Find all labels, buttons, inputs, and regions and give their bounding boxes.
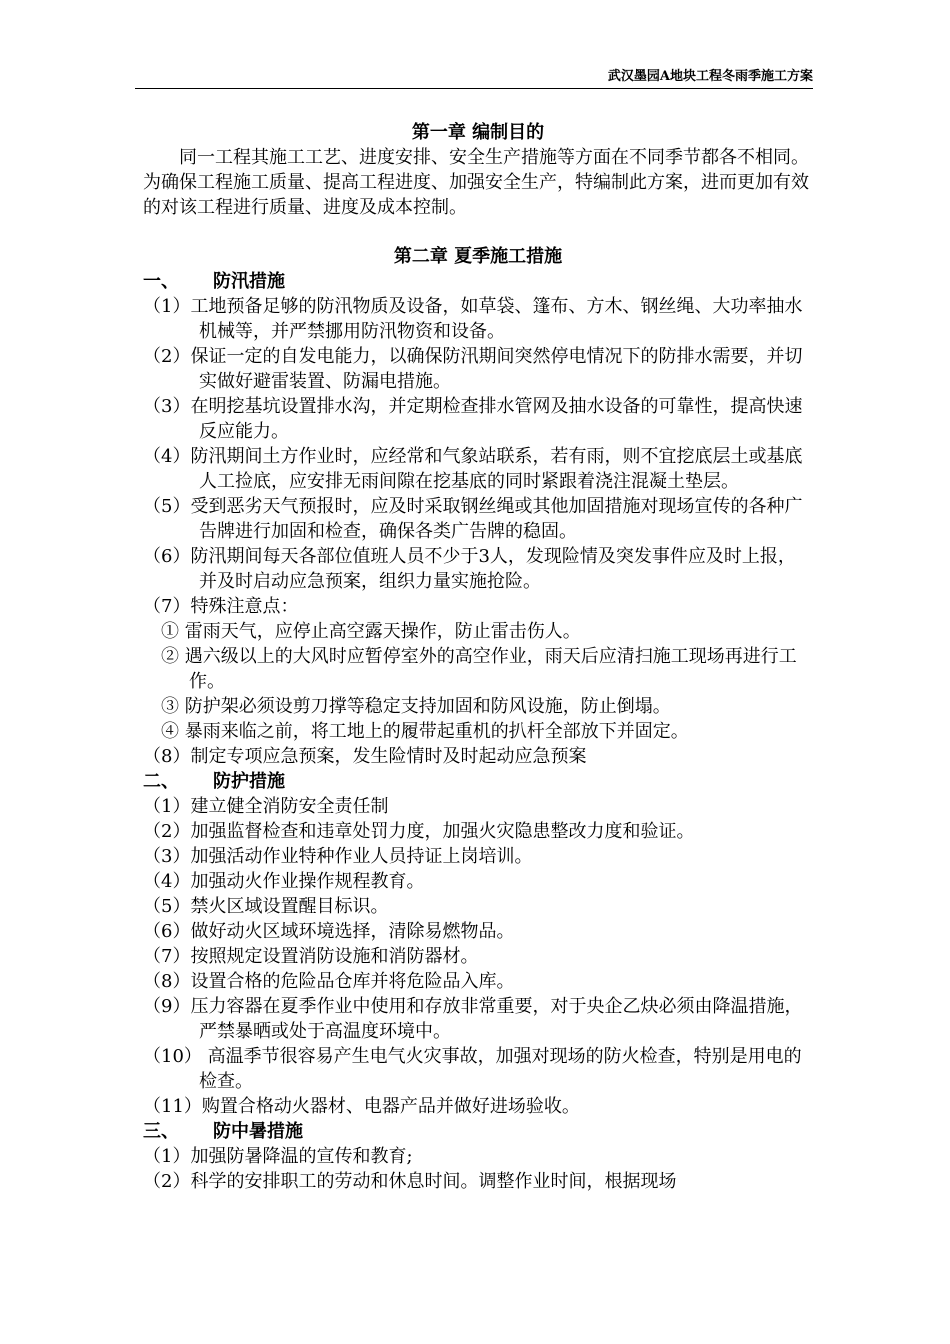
sub-list-item: ④ 暴雨来临之前，将工地上的履带起重机的扒杆全部放下并固定。 xyxy=(161,721,689,742)
chapter-2-title: 第二章 夏季施工措施 xyxy=(393,246,563,267)
list-item: （7）特殊注意点： xyxy=(143,596,299,617)
list-item: （8）制定专项应急预案，发生险情时及时起动应急预案 xyxy=(143,746,587,767)
list-item: （10） 高温季节很容易产生电气火灾事故，加强对现场的防火检查，特别是用电的检查。 xyxy=(143,1046,802,1092)
spacer xyxy=(143,220,813,244)
list-item: （6）防汛期间每天各部位值班人员不少于3人，发现险情及突发事件应及时上报，并及时启动应急预案，组织力量实施抢险。 xyxy=(143,546,796,592)
section-heading: 一、 防汛措施 xyxy=(143,271,285,292)
list-item: （4）防汛期间土方作业时，应经常和气象站联系，若有雨，则不宜挖底层土或基底人工捡底，应安排无雨间隙在挖基底的同时紧跟着浇注混凝土垫层。 xyxy=(143,446,803,492)
list-item: （1）工地预备足够的防汛物质及设备，如草袋、篷布、方木、钢丝绳、大功率抽水机械等，并严禁挪用防汛物资和设备。 xyxy=(143,296,803,342)
page-header xyxy=(135,68,813,89)
chapter-1-paragraph: 同一工程其施工工艺、进度安排、安全生产措施等方面在不同季节都各不相同。为确保工程施工质量、提高工程进度、加强安全生产，特编制此方案，进而更加有效的对该工程进行质量、进度及成本控制。 xyxy=(143,147,809,218)
list-item: （11）购置合格动火器材、电器产品并做好进场验收。 xyxy=(143,1096,580,1117)
sub-list-item: ② 遇六级以上的大风时应暂停室外的高空作业，雨天后应清扫施工现场再进行工作。 xyxy=(161,646,797,692)
section-heading: 三、 防中暑措施 xyxy=(143,1121,303,1142)
list-item: （3）加强活动作业特种作业人员持证上岗培训。 xyxy=(143,846,533,867)
sub-list-item: ① 雷雨天气，应停止高空露天操作，防止雷击伤人。 xyxy=(161,621,581,642)
list-item: （3）在明挖基坑设置排水沟，并定期检查排水管网及抽水设备的可靠性，提高快速反应能力。 xyxy=(143,396,803,442)
chapter-1-title: 第一章 编制目的 xyxy=(411,122,545,143)
list-item: （2）科学的安排职工的劳动和休息时间。调整作业时间，根据现场 xyxy=(143,1171,677,1192)
list-item: （9）压力容器在夏季作业中使用和存放非常重要，对于央企乙炔必须由降温措施，严禁暴晒或处于高温度环境中。 xyxy=(143,996,803,1042)
list-item: （2）加强监督检查和违章处罚力度，加强火灾隐患整改力度和验证。 xyxy=(143,821,695,842)
list-item: （5）禁火区域设置醒目标识。 xyxy=(143,896,389,917)
list-item: （5）受到恶劣天气预报时，应及时采取钢丝绳或其他加固措施对现场宣传的各种广告牌进行加固和检查，确保各类广告牌的稳固。 xyxy=(143,496,803,542)
sub-list-item: ③ 防护架必须设剪刀撑等稳定支持加固和防风设施，防止倒塌。 xyxy=(161,696,671,717)
list-item: （1）加强防暑降温的宣传和教育; xyxy=(143,1146,413,1167)
list-item: （2）保证一定的自发电能力，以确保防汛期间突然停电情况下的防排水需要，并切实做好避雷装置、防漏电措施。 xyxy=(143,346,803,392)
list-item: （6）做好动火区域环境选择，清除易燃物品。 xyxy=(143,921,515,942)
list-item: （4）加强动火作业操作规程教育。 xyxy=(143,871,425,892)
list-item: （1）建立健全消防安全责任制 xyxy=(143,796,389,817)
header-title: 武汉墨园A地块工程冬雨季施工方案 xyxy=(607,69,813,84)
document-body xyxy=(143,120,813,1194)
section-heading: 二、 防护措施 xyxy=(143,771,285,792)
list-item: （7）按照规定设置消防设施和消防器材。 xyxy=(143,946,479,967)
list-item: （8）设置合格的危险品仓库并将危险品入库。 xyxy=(143,971,515,992)
